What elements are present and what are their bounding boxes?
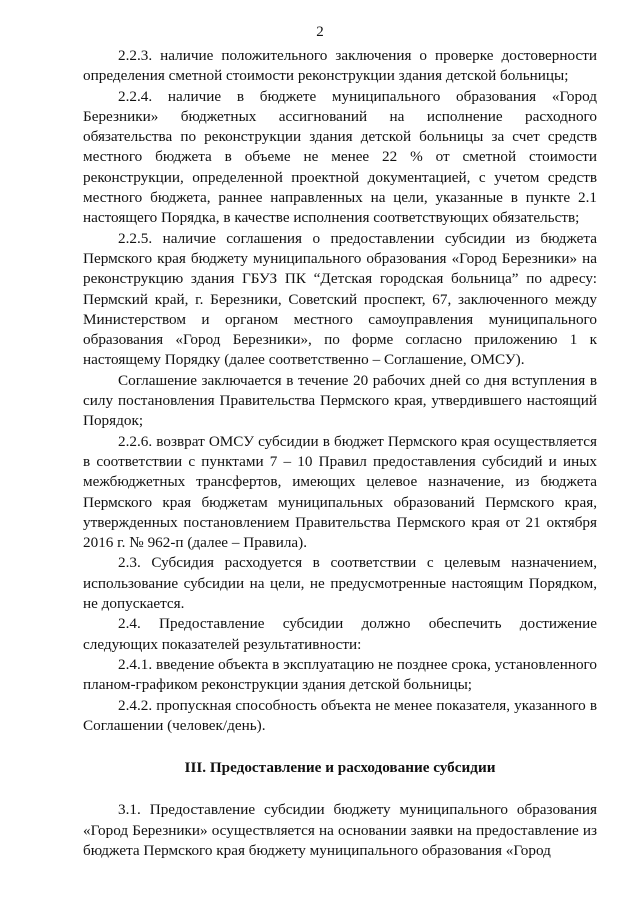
paragraph-2-2-6: 2.2.6. возврат ОМСУ субсидии в бюджет Пермского края осуществляется в соответствии с пунктами 7 – 10 Правил предоставления субсидий и иных межбюджетных трансфертов, имеющих целевое назначение, из бюджета Пермского края бюджетам муниципальных образований Пермского края, утвержденных постановлением Правительства Пермского края от 21 октября 2016 г. № 962-п (далее – Правила). xyxy=(83,432,597,552)
paragraph-agreement-term: Соглашение заключается в течение 20 рабочих дней со дня вступления в силу постановления Правительства Пермского края, утвердившего настоящий Порядок; xyxy=(83,371,597,430)
paragraph-2-3: 2.3. Субсидия расходуется в соответствии с целевым назначением, использование субсидии на цели, не предусмотренные настоящим Порядком, не допускается. xyxy=(83,554,597,613)
page-number: 2 xyxy=(316,24,324,40)
paragraph-2-2-3: 2.2.3. наличие положительного заключения о проверке достоверности определения сметной стоимости реконструкции здания детской больницы; xyxy=(83,47,597,85)
paragraph-2-4-2: 2.4.2. пропускная способность объекта не менее показателя, указанного в Соглашении (человек/день). xyxy=(83,696,597,734)
section-heading: III. Предоставление и расходование субсидии xyxy=(184,759,496,777)
paragraph-3-1: 3.1. Предоставление субсидии бюджету муниципального образования «Город Березники» осуществляется на основании заявки на предоставление из бюджета Пермского края бюджету муниципального образования «Город xyxy=(83,801,597,859)
document-body xyxy=(83,46,597,861)
paragraph-2-2-4: 2.2.4. наличие в бюджете муниципального образования «Город Березники» бюджетных ассигнований на исполнение расходного обязательства по реконструкции здания детской больницы за счет средств местного бюджета в объеме не менее 22 % от сметной стоимости реконструкции, определенной проектной документацией, с учетом средств местного бюджета, раннее направленных на цели, указанные в пункте 2.1 настоящего Порядка, в качестве исполнения соответствующих обязательств; xyxy=(83,87,597,227)
paragraph-2-2-5: 2.2.5. наличие соглашения о предоставлении субсидии из бюджета Пермского края бюджету муниципального образования «Город Березники» на реконструкцию здания ГБУЗ ПК “Детская городская больница” по адресу: Пермский край, г. Березники, Советский проспект, 67, заключенного между Министерством и органом местного самоуправления муниципального образования «Город Березники», по форме согласно приложению 1 к настоящему Порядку (далее соответственно – Соглашение, ОМСУ). xyxy=(83,229,597,369)
paragraph-2-4-1: 2.4.1. введение объекта в эксплуатацию не позднее срока, установленного планом-графиком реконструкции здания детской больницы; xyxy=(83,655,597,694)
paragraph-2-4: 2.4. Предоставление субсидии должно обеспечить достижение следующих показателей результативности: xyxy=(83,615,597,653)
